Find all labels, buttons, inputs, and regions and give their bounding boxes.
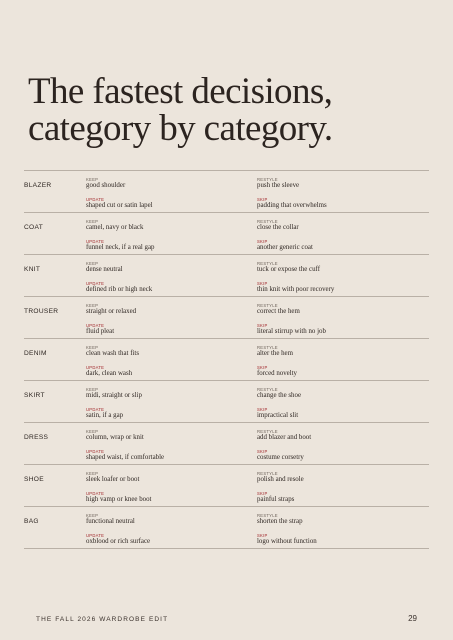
update-label: UPDATE	[86, 197, 105, 202]
skip-cell	[257, 197, 427, 210]
restyle-value: push the sleeve	[257, 182, 300, 189]
skip-cell	[257, 365, 427, 378]
keep-value: midi, straight or slip	[86, 392, 142, 399]
skip-label: SKIP	[257, 323, 268, 328]
update-cell	[86, 533, 256, 546]
skip-cell	[257, 449, 427, 462]
restyle-value: correct the hem	[257, 308, 300, 315]
skip-cell	[257, 239, 427, 252]
update-label: UPDATE	[86, 239, 105, 244]
keep-cell	[86, 219, 256, 232]
restyle-label: RESTYLE	[257, 345, 278, 350]
skip-label: SKIP	[257, 197, 268, 202]
skip-label: SKIP	[257, 491, 268, 496]
restyle-label: RESTYLE	[257, 387, 278, 392]
skip-cell	[257, 491, 427, 504]
keep-label: KEEP	[86, 429, 99, 434]
update-label: UPDATE	[86, 449, 105, 454]
keep-cell	[86, 345, 256, 358]
keep-label: KEEP	[86, 471, 99, 476]
category-name: BAG	[24, 518, 39, 525]
table-row	[24, 423, 429, 465]
skip-cell	[257, 533, 427, 546]
keep-cell	[86, 471, 256, 484]
category-name: TROUSER	[24, 308, 59, 315]
update-value: dark, clean wash	[86, 370, 133, 377]
restyle-cell	[257, 219, 427, 232]
skip-value: another generic coat	[257, 244, 313, 251]
keep-value: dense neutral	[86, 266, 123, 273]
update-cell	[86, 197, 256, 210]
keep-label: KEEP	[86, 345, 99, 350]
update-cell	[86, 407, 256, 420]
skip-cell	[257, 281, 427, 294]
update-label: UPDATE	[86, 533, 105, 538]
category-name: DENIM	[24, 350, 47, 357]
skip-value: costume corsetry	[257, 454, 304, 461]
update-value: shaped waist, if comfortable	[86, 454, 165, 461]
keep-value: straight or relaxed	[86, 308, 137, 315]
update-cell	[86, 323, 256, 336]
update-value: defined rib or high neck	[86, 286, 153, 293]
table-row	[24, 465, 429, 507]
table-row	[24, 507, 429, 549]
update-value: funnel neck, if a real gap	[86, 244, 155, 251]
keep-cell	[86, 387, 256, 400]
category-name: SHOE	[24, 476, 44, 483]
skip-value: padding that overwhelms	[257, 202, 327, 209]
restyle-cell	[257, 429, 427, 442]
update-value: high vamp or knee boot	[86, 496, 152, 503]
category-name: BLAZER	[24, 182, 52, 189]
skip-label: SKIP	[257, 407, 268, 412]
category-name: SKIRT	[24, 392, 45, 399]
keep-cell	[86, 261, 256, 274]
restyle-value: add blazer and boot	[257, 434, 312, 441]
keep-cell	[86, 303, 256, 316]
restyle-label: RESTYLE	[257, 219, 278, 224]
keep-value: sleek loafer or boot	[86, 476, 140, 483]
page-number: 29	[408, 614, 417, 623]
update-cell	[86, 281, 256, 294]
skip-label: SKIP	[257, 533, 268, 538]
keep-value: camel, navy or black	[86, 224, 144, 231]
skip-label: SKIP	[257, 281, 268, 286]
skip-label: SKIP	[257, 365, 268, 370]
update-value: shaped cut or satin lapel	[86, 202, 153, 209]
restyle-cell	[257, 177, 427, 190]
keep-value: good shoulder	[86, 182, 126, 189]
update-label: UPDATE	[86, 407, 105, 412]
table-row	[24, 297, 429, 339]
keep-cell	[86, 177, 256, 190]
category-table	[24, 170, 429, 549]
keep-label: KEEP	[86, 261, 99, 266]
title-line-2: category by category.	[28, 108, 333, 149]
title-line-1: The fastest decisions,	[28, 71, 333, 112]
update-cell	[86, 365, 256, 378]
page-title	[28, 73, 438, 147]
restyle-cell	[257, 345, 427, 358]
restyle-label: RESTYLE	[257, 177, 278, 182]
skip-value: forced novelty	[257, 370, 297, 377]
restyle-value: change the shoe	[257, 392, 302, 399]
keep-label: KEEP	[86, 513, 99, 518]
update-value: oxblood or rich surface	[86, 538, 151, 545]
restyle-label: RESTYLE	[257, 471, 278, 476]
skip-value: thin knit with poor recovery	[257, 286, 335, 293]
update-value: fluid pleat	[86, 328, 115, 335]
restyle-value: close the collar	[257, 224, 299, 231]
keep-label: KEEP	[86, 303, 99, 308]
restyle-cell	[257, 471, 427, 484]
update-label: UPDATE	[86, 365, 105, 370]
keep-label: KEEP	[86, 387, 99, 392]
update-cell	[86, 239, 256, 252]
restyle-value: tuck or expose the cuff	[257, 266, 321, 273]
restyle-label: RESTYLE	[257, 261, 278, 266]
update-cell	[86, 449, 256, 462]
skip-value: painful straps	[257, 496, 295, 503]
skip-value: impractical slit	[257, 412, 299, 419]
update-cell	[86, 491, 256, 504]
skip-cell	[257, 407, 427, 420]
keep-label: KEEP	[86, 219, 99, 224]
keep-value: column, wrap or knit	[86, 434, 144, 441]
skip-label: SKIP	[257, 449, 268, 454]
restyle-value: polish and resole	[257, 476, 304, 483]
restyle-cell	[257, 303, 427, 316]
restyle-label: RESTYLE	[257, 513, 278, 518]
update-label: UPDATE	[86, 491, 105, 496]
keep-label: KEEP	[86, 177, 99, 182]
restyle-cell	[257, 261, 427, 274]
restyle-cell	[257, 513, 427, 526]
keep-value: clean wash that fits	[86, 350, 140, 357]
table-row	[24, 171, 429, 213]
skip-cell	[257, 323, 427, 336]
table-row	[24, 381, 429, 423]
restyle-label: RESTYLE	[257, 429, 278, 434]
skip-label: SKIP	[257, 239, 268, 244]
update-value: satin, if a gap	[86, 412, 124, 419]
restyle-cell	[257, 387, 427, 400]
keep-cell	[86, 429, 256, 442]
category-name: COAT	[24, 224, 44, 231]
restyle-label: RESTYLE	[257, 303, 278, 308]
skip-value: logo without function	[257, 538, 317, 545]
category-name: DRESS	[24, 434, 49, 441]
table-row	[24, 255, 429, 297]
restyle-value: alter the hem	[257, 350, 293, 357]
skip-value: literal stirrup with no job	[257, 328, 326, 335]
update-label: UPDATE	[86, 323, 105, 328]
keep-cell	[86, 513, 256, 526]
category-name: KNIT	[24, 266, 41, 273]
keep-value: functional neutral	[86, 518, 135, 525]
footer-title: THE FALL 2026 WARDROBE EDIT	[36, 616, 169, 623]
table-row	[24, 339, 429, 381]
update-label: UPDATE	[86, 281, 105, 286]
restyle-value: shorten the strap	[257, 518, 303, 525]
table-row	[24, 213, 429, 255]
